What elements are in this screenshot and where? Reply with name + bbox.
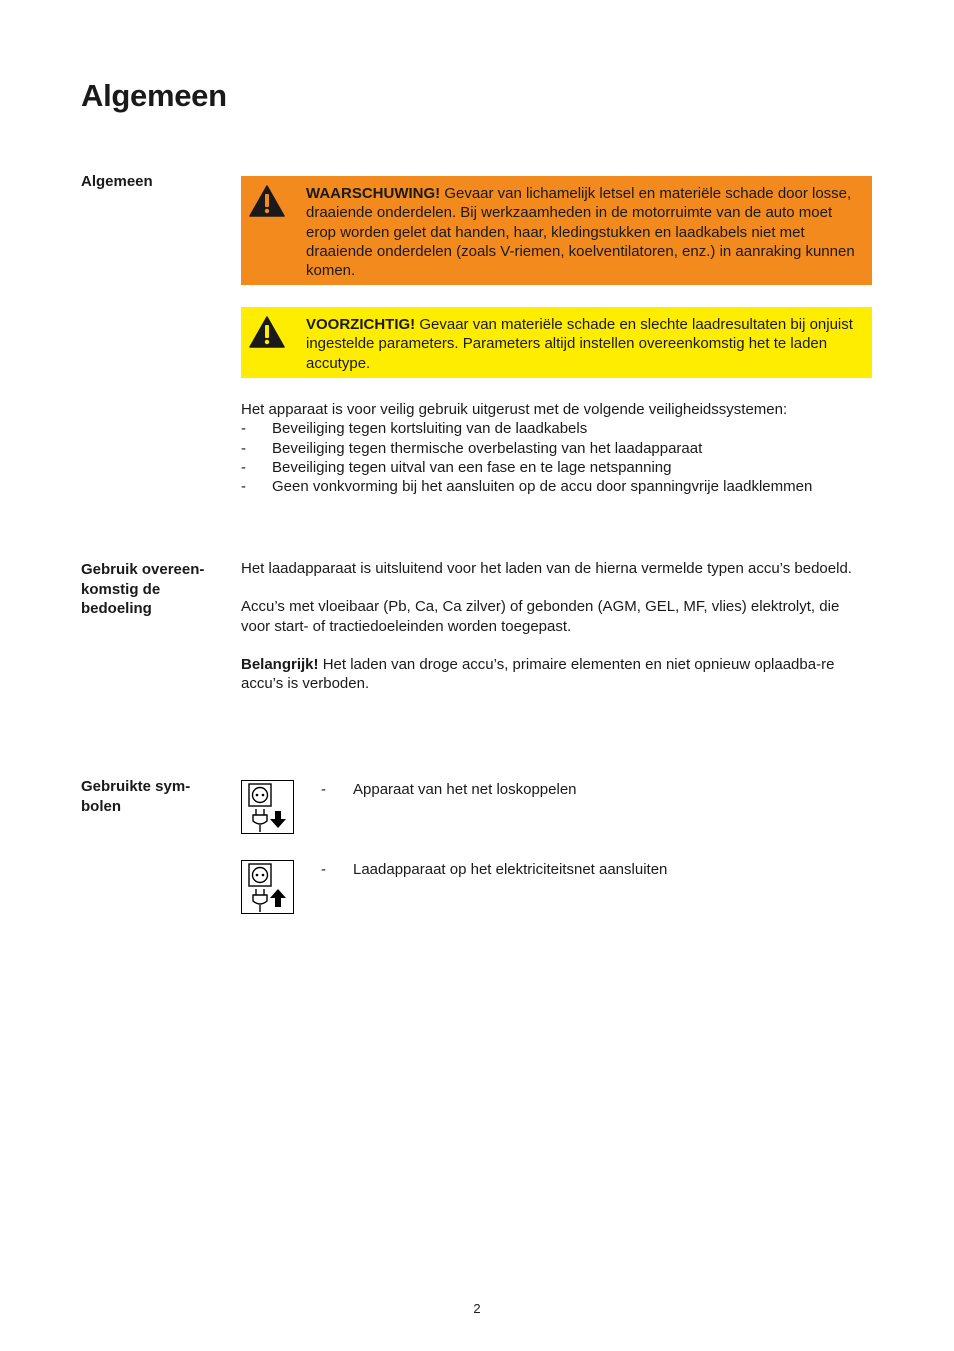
warning-box [241, 176, 872, 285]
list-item-text: Beveiliging tegen uitval van een fase en te lage netspanning [272, 458, 672, 476]
caution-box [241, 307, 872, 378]
caution-triangle-icon [249, 316, 285, 348]
list-item-text: Geen vonkvorming bij het aansluiten op de accu door spanningvrije laadklemmen [272, 478, 813, 496]
warning-triangle-icon [249, 185, 285, 217]
list-item-text: Beveiliging tegen kortsluiting van de laadkabels [272, 420, 588, 438]
list-dash: - [241, 420, 246, 438]
label-line: Gebruik overeen- [81, 561, 205, 578]
symbol-row-unplug [241, 780, 872, 836]
list-item [241, 419, 872, 438]
label-line: komstig de [81, 580, 161, 598]
list-item-text: Beveiliging tegen thermische overbelasting van het laadapparaat [272, 439, 703, 457]
section-label-symbols [81, 777, 221, 816]
important-note [241, 655, 872, 694]
intended-use-block [241, 559, 872, 693]
symbol-row-plug-in [241, 860, 872, 916]
warning-heading: WAARSCHUWING! [306, 185, 441, 202]
intended-use-para-2: Accu’s met vloeibaar (Pb, Ca, Ca zilver) of gebonden (AGM, GEL, MF, vlies) elektrolyt, die voor start- of tractiedoeleinden worden toegepast. [241, 598, 840, 635]
label-line: bedoeling [81, 600, 152, 617]
list-item [241, 439, 872, 458]
page-title: Algemeen [81, 78, 227, 113]
section-label-general: Algemeen [81, 173, 153, 190]
safety-intro: Het apparaat is voor veilig gebruik uitgerust met de volgende veiligheidssystemen: [241, 401, 788, 418]
caution-text: Gevaar van materiële schade en slechte laadresultaten bij onjuist ingestelde parameters. Parameters altijd instellen overeenkomstig het te laden accutype. [306, 316, 853, 372]
intended-use-para-1: Het laadapparaat is uitsluitend voor het laden van de hierna vermelde typen accu’s bedoeld. [241, 560, 852, 577]
list-dash: - [241, 439, 246, 457]
symbol-dash: - [321, 861, 326, 878]
section-label-intended-use [81, 560, 221, 619]
symbol-dash: - [321, 781, 326, 798]
safety-systems-block [241, 400, 872, 496]
safety-list [241, 419, 872, 496]
symbol-text-plug-in: Laadapparaat op het elektriciteitsnet aansluiten [353, 861, 668, 878]
caution-heading: VOORZICHTIG! [306, 316, 416, 333]
unplug-from-mains-icon [241, 780, 294, 834]
page-number: 2 [473, 1301, 481, 1316]
list-dash: - [241, 458, 246, 476]
plug-into-mains-icon [241, 860, 294, 914]
warning-text: Gevaar van lichamelijk letsel en materiële schade door losse, draaiende onderdelen. Bij werkzaamheden in de motorruimte van de auto moet erop worden gelet dat handen, haar, kledingstukken en laadkabels niet met draaiende onderdelen (zoals V-riemen, koelventilatoren, enz.) in aanraking kunnen komen. [306, 185, 855, 280]
list-item [241, 477, 872, 496]
important-text: Het laden van droge accu’s, primaire elementen en niet opnieuw oplaadba-re accu’s is verboden. [241, 655, 835, 693]
label-line: bolen [81, 797, 121, 815]
important-heading: Belangrijk! [241, 655, 319, 673]
list-dash: - [241, 478, 246, 496]
list-item [241, 458, 872, 477]
label-line: Gebruikte sym- [81, 778, 191, 795]
symbol-text-unplug: Apparaat van het net loskoppelen [353, 781, 577, 798]
